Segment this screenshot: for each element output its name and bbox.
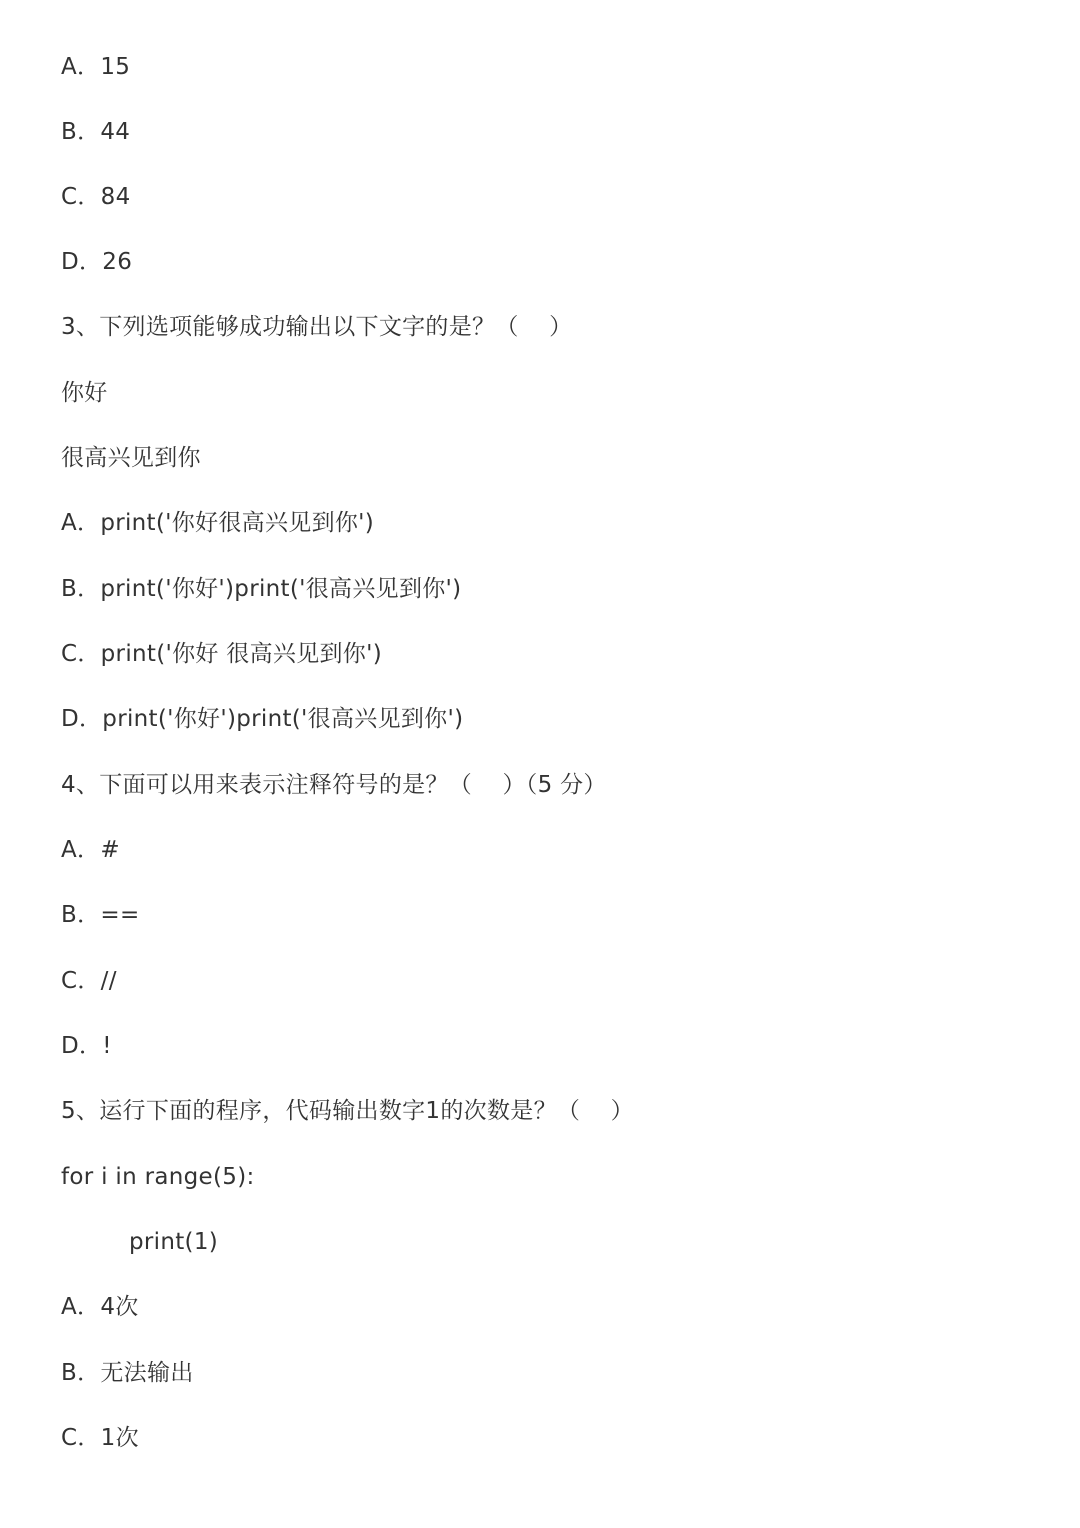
- q3-text-line-1: 你好: [61, 380, 108, 406]
- q3-text-line-2: 很高兴见到你: [61, 445, 201, 471]
- q5-option-c: C．1次: [61, 1425, 139, 1451]
- q3-question: 3、下列选项能够成功输出以下文字的是？（ ）: [61, 314, 573, 340]
- q4-option-c: C．//: [61, 968, 117, 994]
- q2-option-b: B．44: [61, 119, 131, 145]
- q5-question: 5、运行下面的程序，代码输出数字1的次数是？（ ）: [61, 1098, 634, 1124]
- q2-option-d: D．26: [61, 249, 133, 275]
- q4-question: 4、下面可以用来表示注释符号的是？（ ）（5 分）: [61, 772, 607, 798]
- q3-option-a: A．print('你好很高兴见到你'): [61, 510, 375, 536]
- q3-option-c: C．print('你好 很高兴见到你'): [61, 641, 383, 667]
- q5-option-b: B．无法输出: [61, 1360, 194, 1386]
- q5-code-line-1: for i in range(5):: [61, 1164, 255, 1190]
- q4-option-d: D．!: [61, 1033, 112, 1059]
- q3-option-d: D．print('你好')print('很高兴见到你'): [61, 706, 464, 732]
- q2-option-a: A．15: [61, 54, 131, 80]
- q5-code-line-2: print(1): [129, 1229, 219, 1255]
- q3-option-b: B．print('你好')print('很高兴见到你'): [61, 576, 462, 602]
- q5-option-a: A．4次: [61, 1294, 139, 1320]
- q4-option-b: B．==: [61, 902, 140, 928]
- q4-option-a: A．#: [61, 837, 120, 863]
- q2-option-c: C．84: [61, 184, 131, 210]
